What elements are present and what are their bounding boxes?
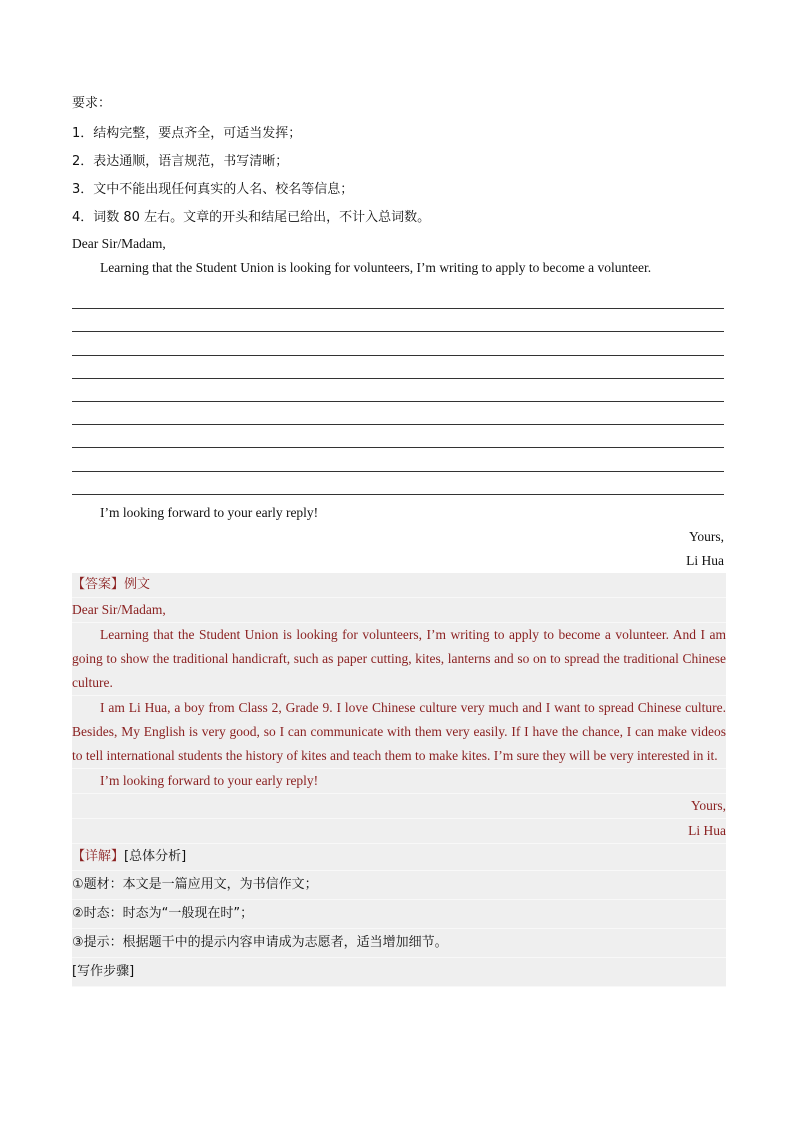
requirement-item-2: 2．表达通顺，语言规范，书写清晰； bbox=[72, 154, 289, 169]
prompt-salutation: Dear Sir/Madam, bbox=[72, 236, 166, 251]
prompt-signature: Li Hua bbox=[686, 552, 724, 568]
writing-line bbox=[72, 332, 724, 355]
answer-closing: I’m looking forward to your early reply! bbox=[72, 769, 726, 794]
writing-line bbox=[72, 472, 724, 495]
answer-signoff: Yours, bbox=[72, 794, 726, 819]
writing-line bbox=[72, 356, 724, 379]
answer-heading bbox=[72, 573, 726, 598]
prompt-opening: Learning that the Student Union is looking for volunteers, I’m writing to apply to become a volunteer. bbox=[100, 260, 652, 275]
analysis-point-2: ②时态：时态为“一般现在时”； bbox=[72, 900, 726, 929]
analysis-label: [总体分析] bbox=[124, 848, 187, 864]
requirement-item-4: 4．词数 80 左右。文章的开头和结尾已给出，不计入总词数。 bbox=[72, 210, 431, 225]
requirement-item-3: 3．文中不能出现任何真实的人名、校名等信息； bbox=[72, 182, 354, 197]
analysis-tag: 【详解】 bbox=[72, 848, 125, 864]
answer-section bbox=[72, 573, 726, 987]
writing-line bbox=[72, 425, 724, 448]
writing-steps-label: [写作步骤] bbox=[72, 958, 726, 987]
requirements-heading: 要求： bbox=[72, 96, 112, 111]
writing-line bbox=[72, 402, 724, 425]
requirement-item-1: 1．结构完整，要点齐全，可适当发挥； bbox=[72, 126, 302, 141]
answer-signature: Li Hua bbox=[72, 819, 726, 844]
analysis-point-3: ③提示：根据题干中的提示内容申请成为志愿者，适当增加细节。 bbox=[72, 929, 726, 958]
answer-tag: 【答案】 bbox=[72, 576, 125, 592]
writing-line bbox=[72, 286, 724, 309]
answer-paragraph-1-text: Learning that the Student Union is looking for volunteers, I’m writing to apply to become a volunteer. And I am going to show the traditional handicraft, such as paper cutting, kites, lanterns and so on to spread the traditional Chinese culture. bbox=[72, 626, 726, 690]
answer-salutation: Dear Sir/Madam, bbox=[72, 598, 726, 623]
writing-line bbox=[72, 448, 724, 471]
document-page bbox=[72, 92, 724, 987]
writing-lines bbox=[72, 286, 724, 495]
answer-paragraph-1 bbox=[72, 623, 726, 696]
analysis-heading bbox=[72, 844, 726, 871]
answer-paragraph-2-text: I am Li Hua, a boy from Class 2, Grade 9. I love Chinese culture very much and I want to spread Chinese culture. Besides, My English is very good, so I can communicate with them very easily. If I have the chance, I can make videos to tell international students the history of kites and teach them to make kites. I’m sure they will be very interested in it. bbox=[72, 699, 726, 763]
prompt-closing: I’m looking forward to your early reply! bbox=[100, 504, 319, 520]
answer-paragraph-2 bbox=[72, 696, 726, 769]
writing-line bbox=[72, 309, 724, 332]
analysis-point-1: ①题材：本文是一篇应用文，为书信作文； bbox=[72, 871, 726, 900]
answer-label: 例文 bbox=[124, 576, 151, 592]
prompt-signoff: Yours, bbox=[688, 528, 724, 544]
writing-line bbox=[72, 379, 724, 402]
